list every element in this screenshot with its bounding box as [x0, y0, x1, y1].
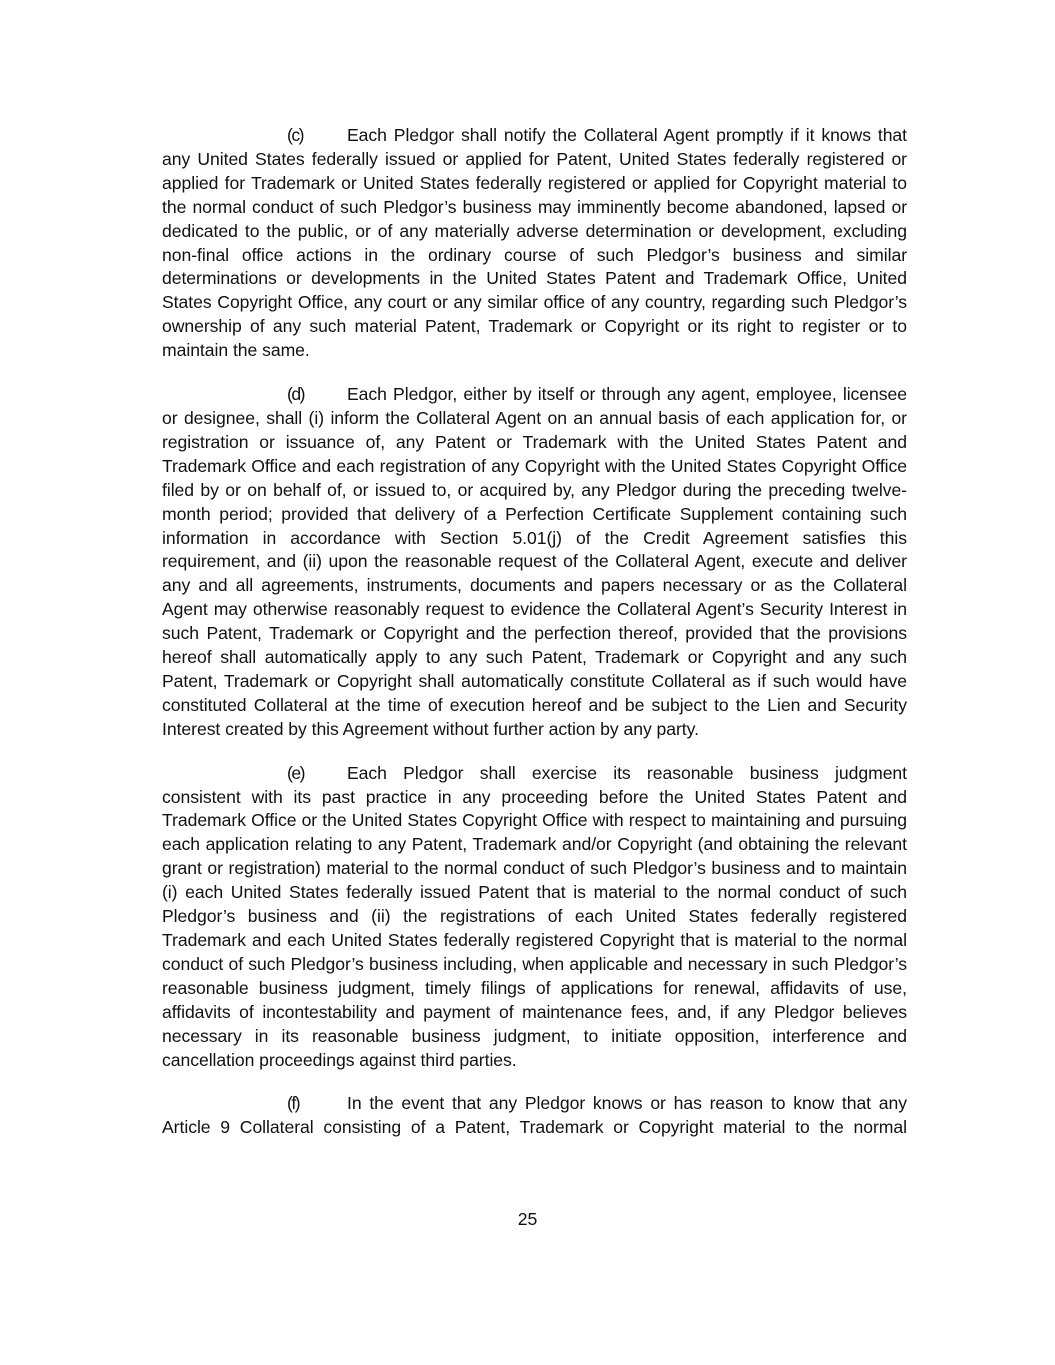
paragraph-f — [162, 1092, 907, 1140]
paragraph-marker: (e) — [287, 762, 305, 783]
paragraph-text: Each Pledgor, either by itself or through any agent, employee, licensee or designee, shall (i) inform the Collateral Agent on an annual basis of each application for, or registration or issuance of, any Patent or Trademark with the United States Patent and Trademark Office and each registration of any Copyright with the United States Copyright Office filed by or on behalf of, or issued to, or acquired by, any Pledgor during the preceding twelve-month period; provided that delivery of a Perfection Certificate Supplement containing such information in accordance with Section 5.01(j) of the Credit Agreement satisfies this requirement, and (ii) upon the reasonable request of the Collateral Agent, execute and deliver any and all agreements, instruments, documents and papers necessary or as the Collateral Agent may otherwise reasonably request to evidence the Collateral Agent’s Security Interest in such Patent, Trademark or Copyright and the perfection thereof, provided that the provisions hereof shall automatically apply to any such Patent, Trademark or Copyright and any such Patent, Trademark or Copyright shall automatically constitute Collateral as if such would have constituted Collateral at the time of execution hereof and be subject to the Lien and Security Interest created by this Agreement without further action by any party. — [162, 384, 907, 739]
paragraph-text: Each Pledgor shall exercise its reasonable business judgment consistent with its past practice in any proceeding before the United States Patent and Trademark Office or the United States Copyright Office with respect to maintaining and pursuing each application relating to any Patent, Trademark and/or Copyright (and obtaining the relevant grant or registration) material to the normal conduct of such Pledgor’s business and to maintain (i) each United States federally issued Patent that is material to the normal conduct of such Pledgor’s business and (ii) the registrations of each United States federally registered Trademark and each United States federally registered Copyright that is material to the normal conduct of such Pledgor’s business including, when applicable and necessary in such Pledgor’s reasonable business judgment, timely filings of applications for renewal, affidavits of use, affidavits of incontestability and payment of maintenance fees, and, if any Pledgor believes necessary in its reasonable business judgment, to initiate opposition, interference and cancellation proceedings against third parties. — [162, 762, 907, 1070]
document-page — [162, 124, 907, 1160]
paragraph-marker: (d) — [287, 384, 305, 405]
paragraph-marker: (f) — [287, 1093, 300, 1114]
page-number: 25 — [517, 1209, 538, 1229]
paragraph-text: In the event that any Pledgor knows or has reason to know that any Article 9 Collateral consisting of a Patent, Trademark or Copyright material to the normal — [162, 1093, 907, 1138]
paragraph-e — [162, 762, 907, 1073]
paragraph-text: Each Pledgor shall notify the Collateral Agent promptly if it knows that any United States federally issued or applied for Patent, United States federally registered or applied for Trademark or United States federally registered or applied for Copyright material to the normal conduct of such Pledgor’s business may imminently become abandoned, lapsed or dedicated to the public, or of any materially adverse determination or development, excluding non-final office actions in the ordinary course of such Pledgor’s business and similar determinations or developments in the United States Patent and Trademark Office, United States Copyright Office, any court or any similar office of any country, regarding such Pledgor’s ownership of any such material Patent, Trademark or Copyright or its right to register or to maintain the same. — [162, 125, 907, 361]
paragraph-c — [162, 124, 907, 363]
paragraph-d — [162, 383, 907, 742]
paragraph-marker: (c) — [287, 125, 304, 145]
